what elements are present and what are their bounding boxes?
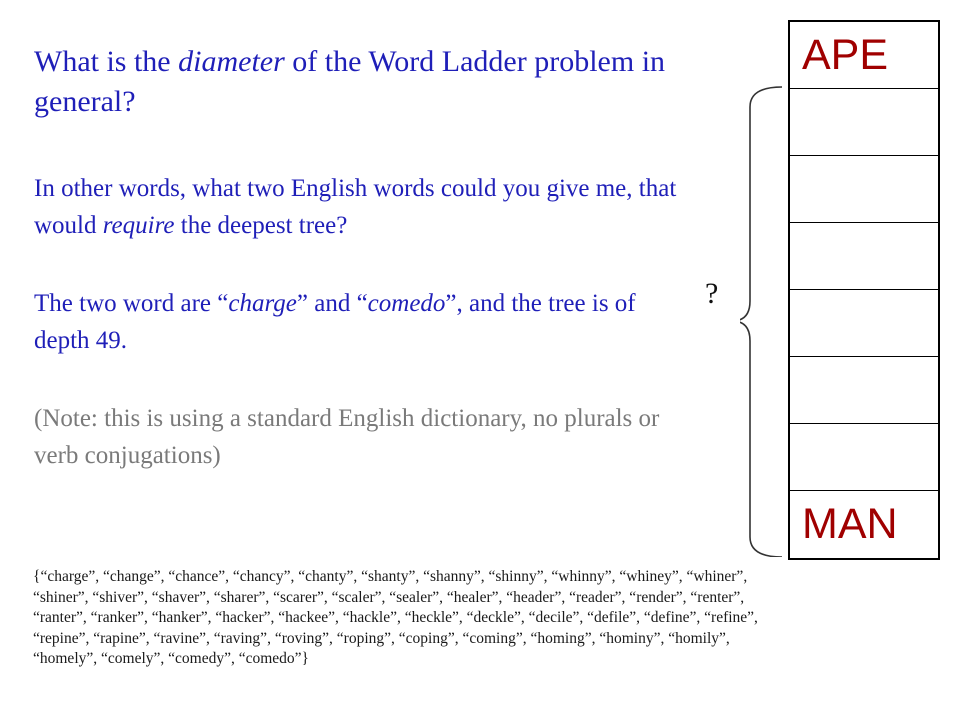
ladder-rung xyxy=(790,89,938,156)
question-emphasis: diameter xyxy=(178,45,285,78)
unknown-depth-question-mark: ? xyxy=(705,277,719,310)
answer-word-end: comedo xyxy=(367,290,446,317)
dictionary-note: (Note: this is using a standard English dictionary, no plurals or verb conjugations) xyxy=(34,405,660,469)
answer-segment-1: The two word are “ xyxy=(34,290,229,317)
paragraph-other-words-start: In other words, what two English words could you give me, that would xyxy=(34,175,677,239)
answer-segment-3: ”, and the tree is of depth 49. xyxy=(34,290,636,354)
ladder-rung xyxy=(790,357,938,424)
paragraph-other-words-emphasis: require xyxy=(102,212,175,239)
paragraph-other-words-end: the deepest tree? xyxy=(174,212,348,239)
paragraph-other-words xyxy=(34,170,684,244)
answer-word-start: charge xyxy=(228,290,297,317)
word-chain-list: {“charge”, “change”, “chance”, “chancy”, “chanty”, “shanty”, “shanny”, “shinny”, “whinny”, “whiney”, “whiner”, “shiner”, “shiver”, “shaver”, “sharer”, “scarer”, “scaler”, “sealer”, “healer”, “header”, “reader”, “render”, “renter”, “ranter”, “ranker”, “hanker”, “hacker”, “hackee”, “hackle”, “heckle”, “deckle”, “decile”, “defile”, “define”, “refine”, “repine”, “rapine”, “ravine”, “raving”, “roving”, “roping”, “coping”, “coming”, “homing”, “hominy”, “homily”, “homely”, “comely”, “comedy”, “comedo”} xyxy=(33,568,758,667)
word-ladder-grid xyxy=(788,20,940,560)
ladder-rung xyxy=(790,156,938,223)
question-text xyxy=(34,42,674,122)
ladder-rung xyxy=(790,290,938,357)
ladder-rung-bottom: MAN xyxy=(802,500,898,548)
question-text-start: What is the xyxy=(34,45,179,78)
ladder-rung xyxy=(790,424,938,491)
answer-segment-2: ” and “ xyxy=(296,290,368,317)
paragraph-answer xyxy=(34,285,684,359)
curly-brace-icon xyxy=(740,85,788,557)
ladder-rung xyxy=(790,223,938,290)
ladder-rung-top: APE xyxy=(790,22,938,89)
question-text-end: of the Word Ladder problem in general? xyxy=(34,45,666,118)
